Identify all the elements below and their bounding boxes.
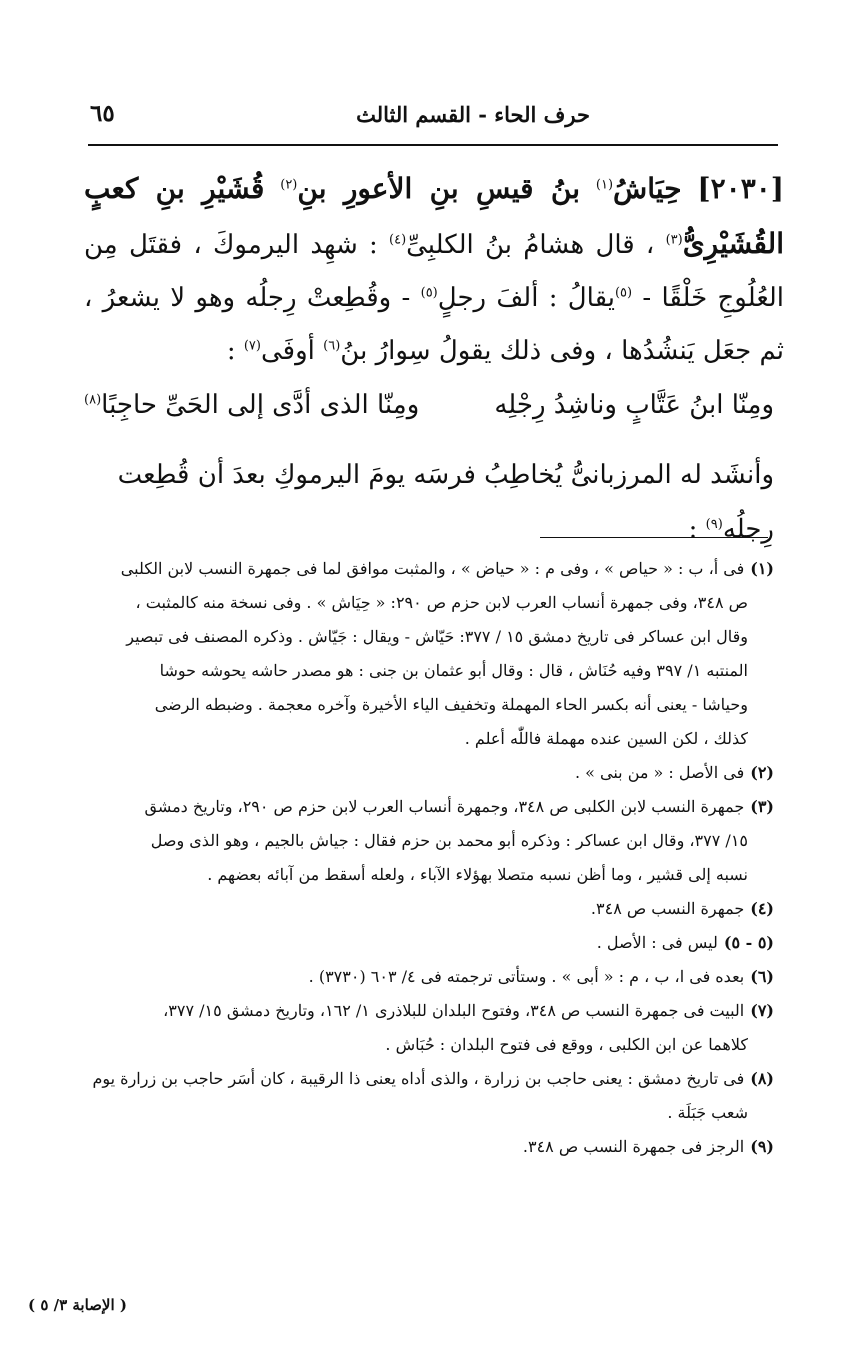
page-number: ٦٥ — [90, 100, 115, 127]
footnote-number: (٢) — [750, 763, 774, 782]
verse-hemistich-2 — [84, 390, 419, 420]
footnote-line: فى الأصل : « من بنى » . — [574, 763, 745, 782]
footnote-ref: (٦) — [323, 338, 341, 354]
footnotes — [84, 552, 774, 1164]
second-intro-end: : — [688, 514, 698, 545]
footnote-line: وقال ابن عساكر فى تاريخ دمشق ١٥ / ٣٧٧: حَيّاش - ويقال : جَيّاش . وذكره المصنف فى تبصير — [126, 627, 748, 646]
footnote-line: كذلك ، لكن السين عنده مهملة فاللّٰه أعلم . — [464, 729, 748, 748]
footnote-line: نسبه إلى قشير ، وما أظن نسبه متصلا بهؤلاء الآباء ، ولعله أسقط من آبائه بعضهم . — [207, 865, 748, 884]
entry-name: حِيَاشُ — [613, 172, 682, 205]
footnote-number: (٧) — [750, 1001, 774, 1020]
entry-text: : شهِد اليرموكَ ، فقتَل مِن العُلُوجِ خَلْقًا - — [84, 230, 785, 313]
footnote-line: جمهرة النسب ص ٣٤٨. — [590, 899, 745, 918]
footnote-line: ١٥/ ٣٧٧، وقال ابن عساكر : وذكره أبو محمد بن حزم فقال : جياش بالجيم ، وهو الذى وصل — [150, 831, 748, 850]
footnote — [84, 756, 774, 790]
footnote-line: البيت فى جمهرة النسب ص ٣٤٨، وفتوح البلدان للبلاذرى ١/ ١٦٢، وتاريخ دمشق ١٥/ ٣٧٧، — [163, 1001, 745, 1020]
footnote-line: المنتبه ١/ ٣٩٧ وفيه حُنَاش ، قال : وقال أبو عثمان بن جنى : هو مصدر حاشه يحوشه حوشا — [159, 661, 748, 680]
entry-lineage: قُشَيْرِ بنِ كعبٍ القُشَيْرِىُّ — [84, 172, 784, 260]
footnote-ref: (٤) — [389, 232, 407, 248]
footnote-ref: (٨) — [84, 392, 102, 408]
footnote-line: وحياشا - يعنى أنه بكسر الحاء المهملة وتخفيف الياء الأخيرة وآخره معجمة . وضبطه الرضى — [154, 695, 748, 714]
footnote-ref: (٥) — [614, 285, 633, 301]
footnote-number: (٨) — [750, 1069, 774, 1088]
verse-hemistich-1: ومِنّا ابنُ عَتَّابٍ وناشِدُ رِجْلِه — [494, 390, 774, 420]
footnote-line: شعب جَبَلَة . — [667, 1103, 748, 1122]
footnote-line: ليس فى : الأصل . — [596, 933, 718, 952]
footnote — [84, 790, 774, 892]
entry-number: [٢٠٣٠] — [697, 172, 785, 205]
footnote-line: كلاهما عن ابن الكلبى ، ووقع فى فتوح البلدان : حُبَاش . — [385, 1035, 748, 1054]
footnote-line: الرجز فى جمهرة النسب ص ٣٤٨. — [522, 1137, 745, 1156]
header-rule — [88, 144, 778, 146]
entry-text: أوفَى — [260, 336, 315, 366]
footnote-ref: (٩) — [705, 517, 723, 532]
footnote — [84, 1130, 774, 1164]
footnote-line: بعده فى ا، ب ، م : « أبى » . وستأتى ترجمته فى ٤/ ٦٠٣ (٣٧٣٠) . — [308, 967, 745, 986]
footnote — [84, 994, 774, 1062]
entry-body — [84, 162, 784, 378]
verse-hemistich-2-text: ومِنّا الذى أدَّى إلى الحَىِّ حاجِبًا — [101, 390, 420, 420]
second-intro-text: وأنشَد له المرزبانىُّ يُخاطِبُ فرسَه يومَ اليرموكِ بعدَ أن قُطِعت رِجلُه — [117, 460, 774, 545]
footnote-number: (٣) — [750, 797, 774, 816]
footnote-number: (٥ - ٥) — [723, 933, 774, 952]
footnote-ref: (٢) — [280, 177, 298, 193]
footnote — [84, 926, 774, 960]
footnote-ref: (١) — [595, 177, 614, 193]
running-header-title: حرف الحاء - القسم الثالث — [356, 102, 590, 127]
footnote — [84, 960, 774, 994]
footnote-ref: (٣) — [665, 232, 683, 248]
footnote-number: (٦) — [750, 967, 774, 986]
footnote-number: (٩) — [750, 1137, 774, 1156]
footnote-line: جمهرة النسب لابن الكلبى ص ٣٤٨، وجمهرة أنساب العرب لابن حزم ص ٢٩٠، وتاريخ دمشق — [144, 797, 745, 816]
footnote — [84, 1062, 774, 1130]
footnote-line: ص ٣٤٨، وفى جمهرة أنساب العرب لابن حزم ص ٢٩٠: « حِيَاش » . وفى نسخة منه كالمثبت ، — [135, 593, 748, 612]
entry-text: : — [226, 336, 236, 366]
footnote-ref: (٧) — [243, 338, 261, 354]
footnote-number: (١) — [750, 559, 774, 578]
footnote — [84, 552, 774, 756]
footnote-line: فى أ، ب : « حياص » ، وفى م : « حياض » ، والمثبت موافق لما فى جمهرة النسب لابن الكلبى — [120, 559, 745, 578]
bottom-signature: ( الإصابة ٣/ ٥ ) — [28, 1296, 127, 1314]
entry-lineage: بنُ قيسِ بنِ الأعورِ بنِ — [297, 172, 581, 205]
footnote-separator — [540, 537, 768, 538]
entry-text: يقالُ : ألفَ رجلٍ — [437, 283, 615, 313]
entry-text: ، قال هشامُ بنُ الكلبِىِّ — [406, 230, 655, 260]
footnote — [84, 892, 774, 926]
entry-text: - وقُطِعتْ رِجلُه وهو لا يشعرُ ، ثم جعَل يَنشُدُها ، وفى ذلك يقولُ سِوارُ بنُ — [84, 283, 784, 366]
footnote-number: (٤) — [750, 899, 774, 918]
poem-verse — [84, 390, 774, 440]
footnote-ref: (٥) — [420, 285, 438, 301]
running-header — [70, 98, 770, 138]
footnote-line: فى تاريخ دمشق : يعنى حاجب بن زرارة ، والذى أداه يعنى ذا الرقيبة ، كان أسَر حاجب بن زرارة يوم — [92, 1069, 745, 1088]
second-intro — [84, 450, 774, 555]
